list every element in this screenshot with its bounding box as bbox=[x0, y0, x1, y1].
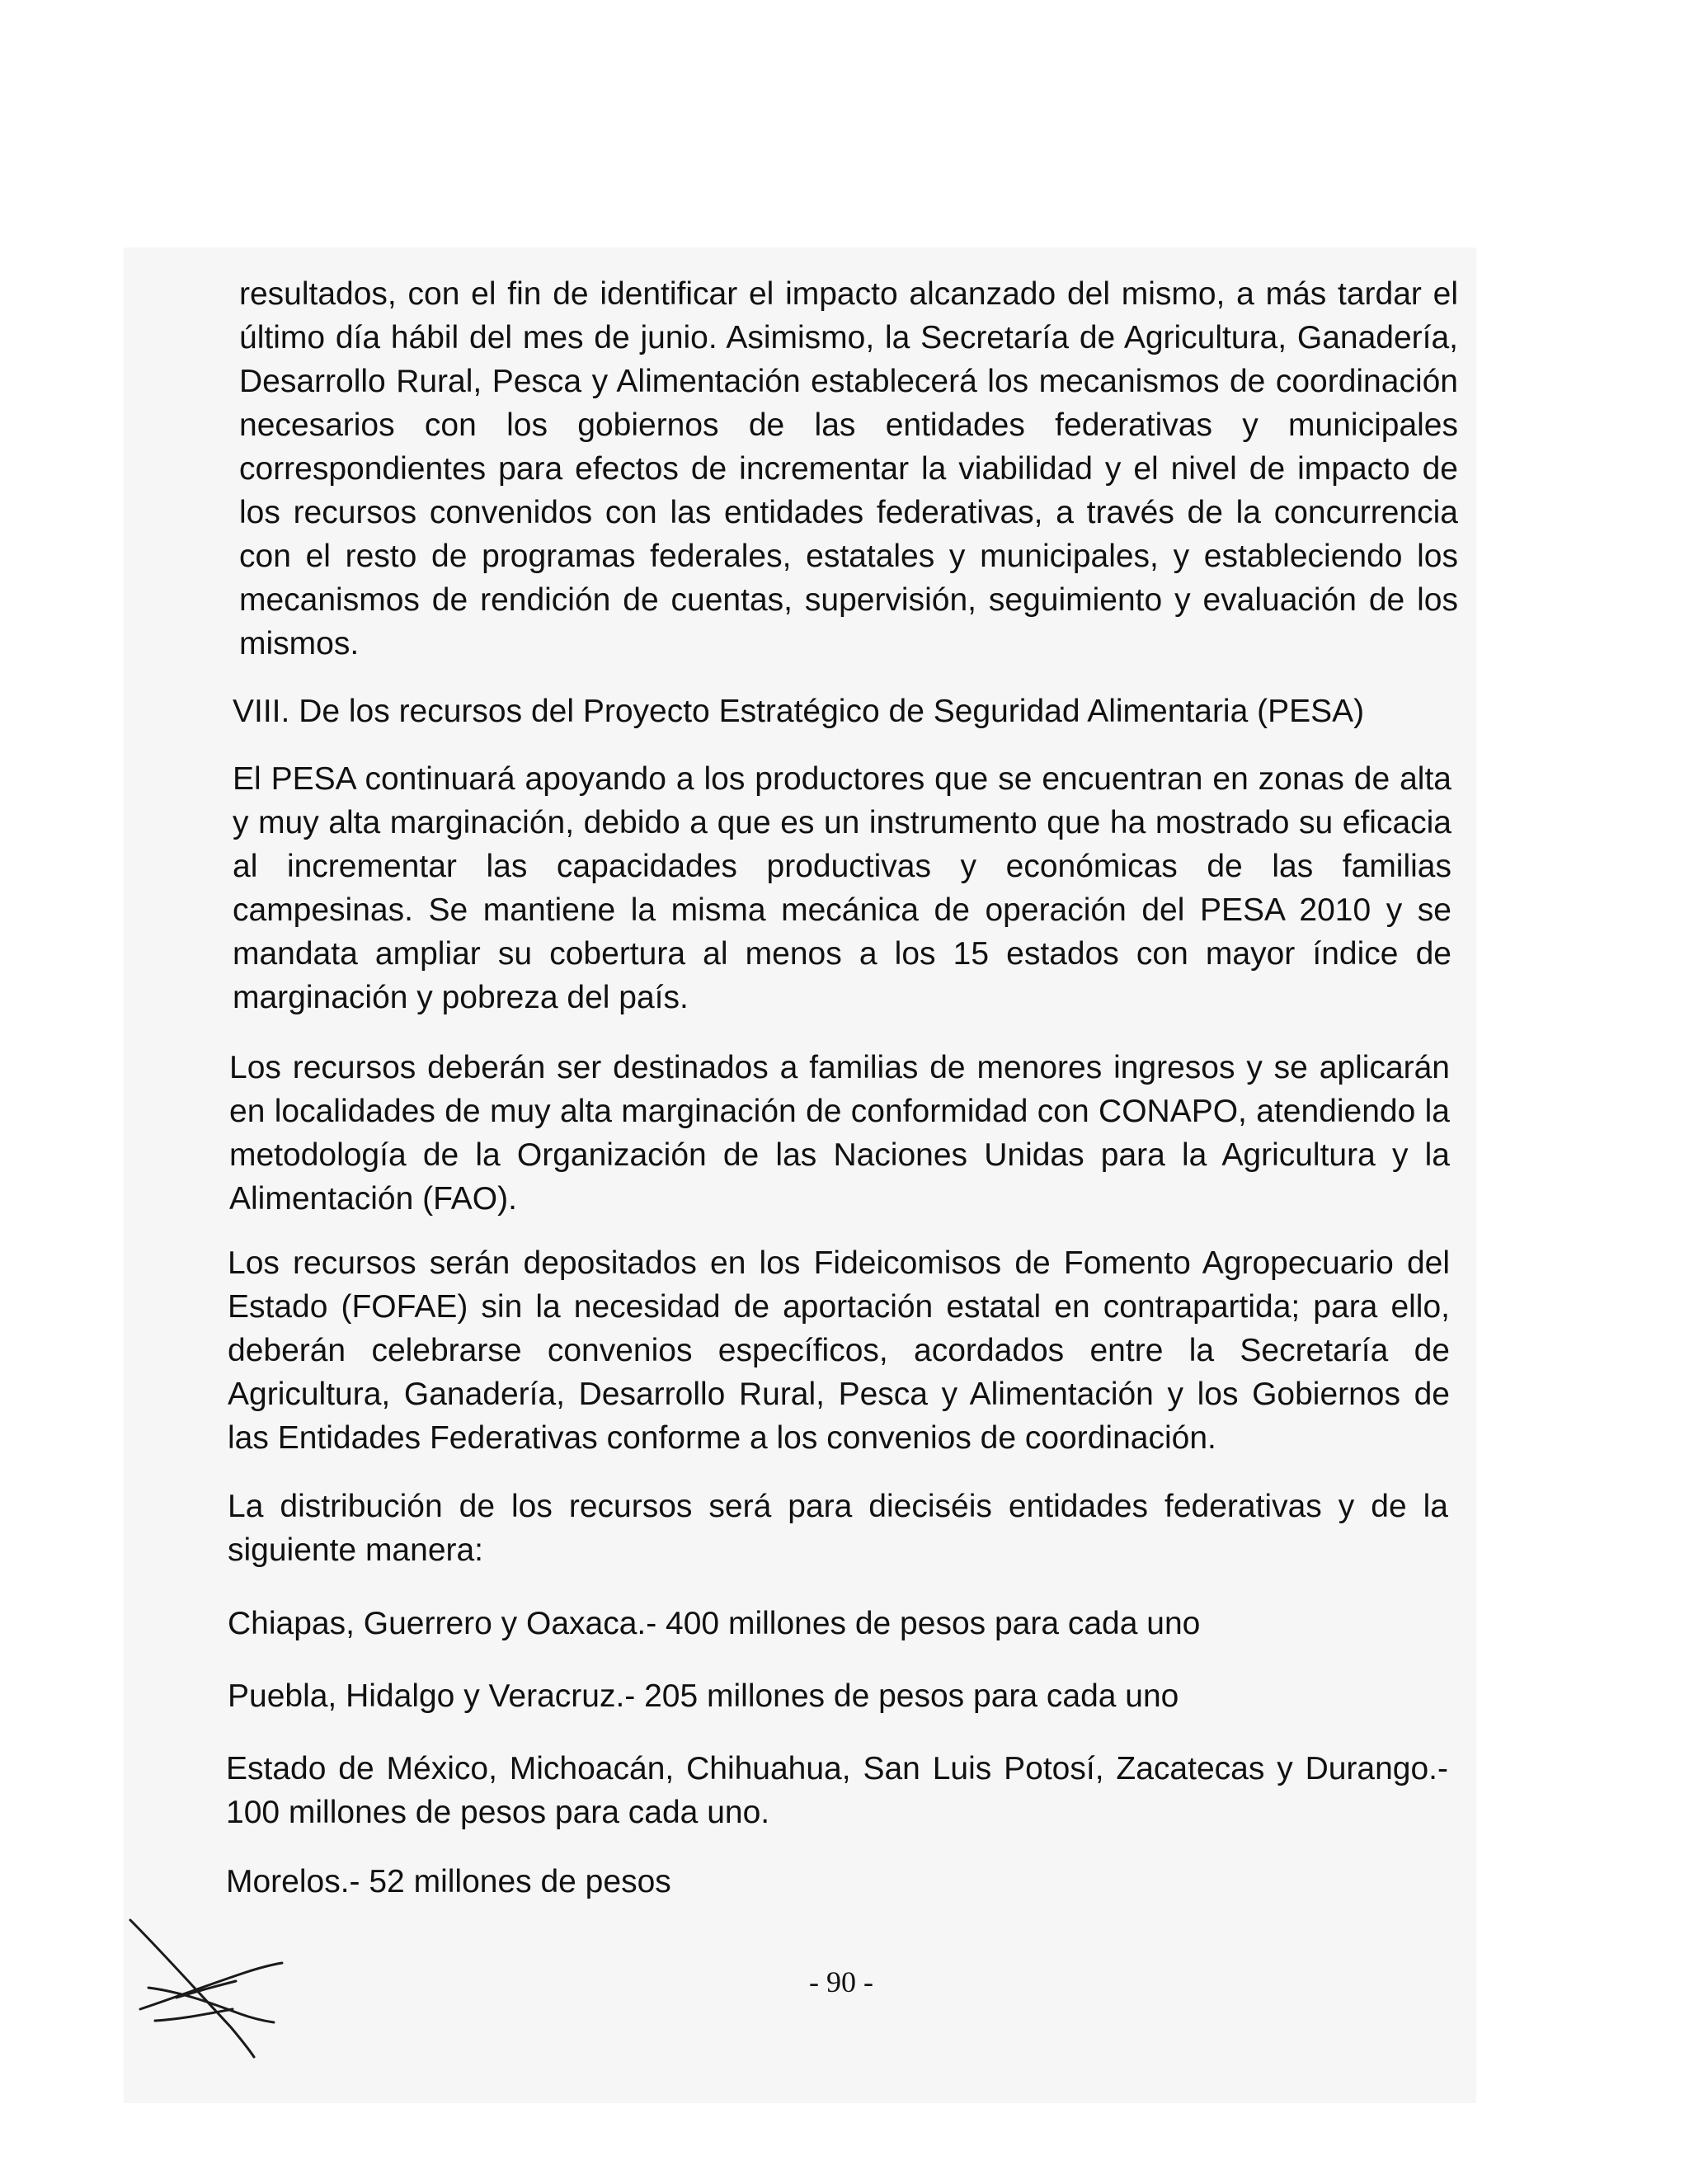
signature-mark bbox=[124, 1905, 289, 2062]
paragraph-pesa-continuation: El PESA continuará apoyando a los productores que se encuentran en zonas de alta y muy alta marginación, debido a que es un instrumento que ha mostrado su eficacia al incrementar las capacidades productivas y económicas de las familias campesinas. Se mantiene la misma mecánica de operación del PESA 2010 y se mandata ampliar su cobertura al menos a los 15 estados con mayor índice de marginación y pobreza del país. bbox=[233, 761, 1451, 1015]
paragraph-distribution-intro: La distribución de los recursos será para dieciséis entidades federativas y de la siguiente manera: bbox=[228, 1489, 1448, 1568]
distribution-item-puebla: Puebla, Hidalgo y Veracruz.- 205 millones de pesos para cada uno bbox=[228, 1678, 1179, 1714]
page-number: - 90 - bbox=[809, 1965, 873, 1998]
section-heading-pesa: VIII. De los recursos del Proyecto Estratégico de Seguridad Alimentaria (PESA) bbox=[233, 694, 1365, 729]
paragraph-fofae-deposits: Los recursos serán depositados en los Fideicomisos de Fomento Agropecuario del Estado (FOFAE) sin la necesidad de aportación estatal en contrapartida; para ello, deberán celebrarse convenios específicos, acordados entre la Secretaría de Agricultura, Ganadería, Desarrollo Rural, Pesca y Alimentación y los Gobiernos de las Entidades Federativas conforme a los convenios de coordinación. bbox=[228, 1245, 1450, 1456]
distribution-item-estado-de-mexico: Estado de México, Michoacán, Chihuahua, San Luis Potosí, Zacatecas y Durango.- 100 millones de pesos para cada uno. bbox=[226, 1751, 1448, 1830]
paragraph-low-income-families: Los recursos deberán ser destinados a familias de menores ingresos y se aplicarán en localidades de muy alta marginación de conformidad con CONAPO, atendiendo la metodología de la Organización de las Naciones Unidas para la Agricultura y la Alimentación (FAO). bbox=[229, 1050, 1450, 1217]
paragraph-results: resultados, con el fin de identificar el impacto alcanzado del mismo, a más tardar el último día hábil del mes de junio. Asimismo, la Secretaría de Agricultura, Ganadería, Desarrollo Rural, Pesca y Alimentación establecerá los mecanismos de coordinación necesarios con los gobiernos de las entidades federativas y municipales correspondientes para efectos de incrementar la viabilidad y el nivel de impacto de los recursos convenidos con las entidades federativas, a través de la concurrencia con el resto de programas federales, estatales y municipales, y estableciendo los mecanismos de rendición de cuentas, supervisión, seguimiento y evaluación de los mismos. bbox=[239, 276, 1458, 661]
distribution-item-morelos: Morelos.- 52 millones de pesos bbox=[226, 1864, 671, 1899]
distribution-item-chiapas: Chiapas, Guerrero y Oaxaca.- 400 millones de pesos para cada uno bbox=[228, 1606, 1201, 1641]
